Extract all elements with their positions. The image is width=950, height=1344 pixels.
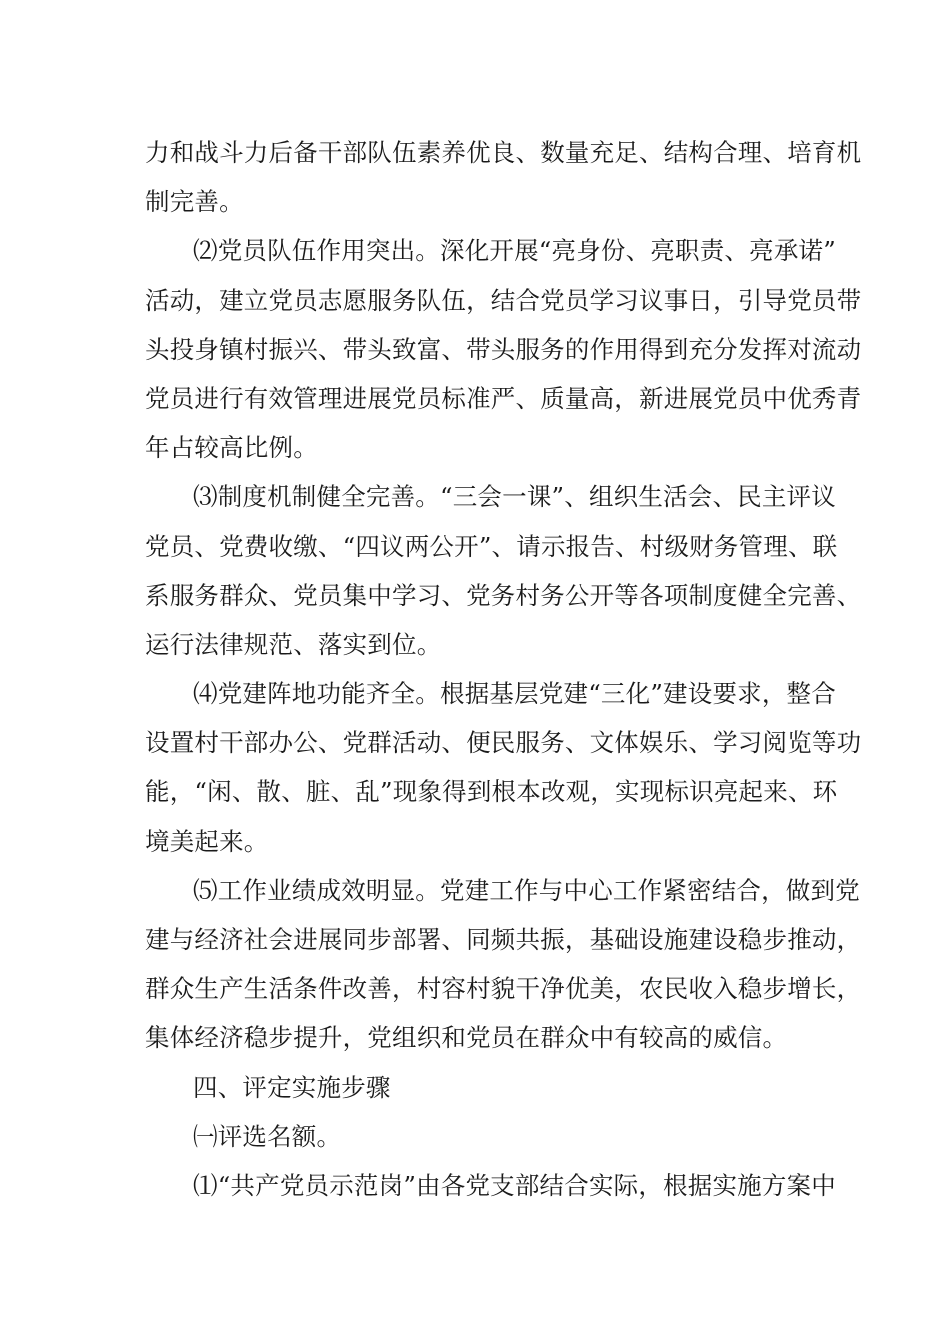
text-line: 系服务群众、党员集中学习、党务村务公开等各项制度健全完善、 [145, 580, 862, 610]
text-line: 运行法律规范、落实到位。 [145, 629, 442, 659]
paragraph-heading-4: ⑷党建阵地功能齐全。根据基层党建“三化”建设要求，整合 [193, 679, 836, 709]
text-line: 活动，建立党员志愿服务队伍，结合党员学习议事日，引导党员带 [145, 285, 862, 315]
text-line: 制完善。 [145, 187, 244, 217]
paragraph-heading-1: ⑴“共产党员示范岗”由各党支部结合实际，根据实施方案中 [193, 1170, 836, 1200]
text-line: 群众生产生活条件改善，村容村貌干净优美，农民收入稳步增长， [145, 974, 862, 1004]
section-heading: 四、评定实施步骤 [193, 1072, 391, 1102]
text-line: 能，“闲、散、脏、乱”现象得到根本改观，实现标识亮起来、环 [145, 777, 838, 807]
paragraph-heading-3: ⑶制度机制健全完善。“三会一课”、组织生活会、民主评议 [193, 482, 836, 512]
text-line: 党员、党费收缴、“四议两公开”、请示报告、村级财务管理、联 [145, 531, 838, 561]
text-line: 境美起来。 [145, 826, 269, 856]
text-line: 党员进行有效管理进展党员标准严、质量高，新进展党员中优秀青 [145, 383, 862, 413]
text-line: 建与经济社会进展同步部署、同频共振，基础设施建设稳步推动， [145, 925, 862, 954]
text-line: 头投身镇村振兴、带头致富、带头服务的作用得到充分发挥对流动 [145, 334, 862, 364]
text-line: 年占较高比例。 [145, 433, 318, 463]
text-line: 力和战斗力后备干部队伍素养优良、数量充足、结构合理、培育机 [145, 138, 862, 167]
subsection-heading: ㈠评选名额。 [193, 1121, 342, 1151]
text-line: 设置村干部办公、党群活动、便民服务、文体娱乐、学习阅览等功 [145, 728, 862, 758]
paragraph-heading-5: ⑸工作业绩成效明显。党建工作与中心工作紧密结合，做到党 [193, 875, 860, 905]
document-body [145, 128, 862, 1210]
text-line: 集体经济稳步提升，党组织和党员在群众中有较高的威信。 [145, 1023, 788, 1053]
paragraph-heading-2: ⑵党员队伍作用突出。深化开展“亮身份、亮职责、亮承诺” [193, 236, 836, 266]
